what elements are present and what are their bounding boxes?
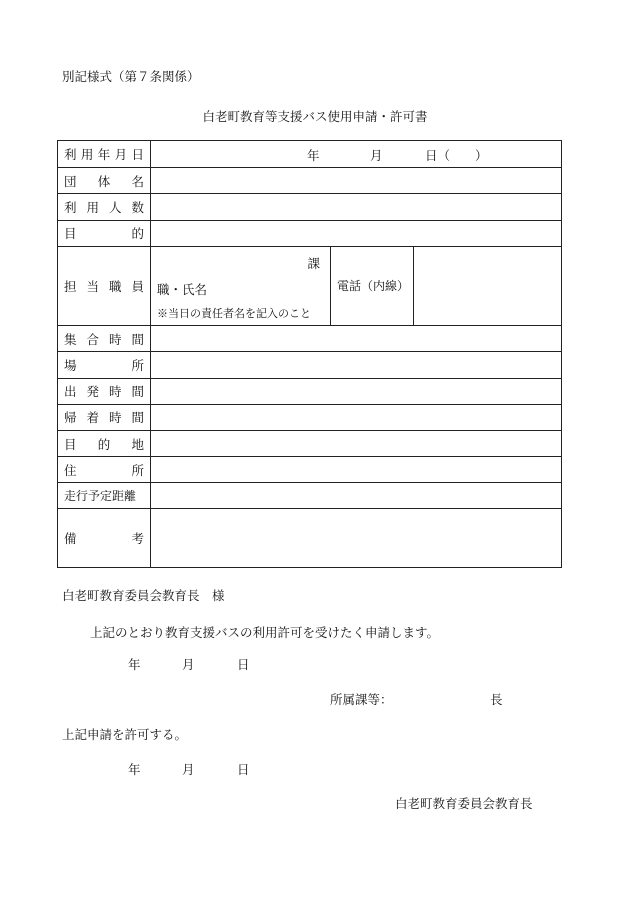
label-staff: 担 当 職 員 <box>58 246 151 326</box>
label-return-time: 帰 着 時 間 <box>58 404 151 430</box>
dept-suffix: 長 <box>490 692 503 707</box>
form-title: 白老町教育等支援バス使用申請・許可書 <box>202 109 428 124</box>
label-purpose: 目 的 <box>58 220 151 246</box>
staff-note: ※当日の責任者名を記入のこと <box>157 307 311 321</box>
row-purpose <box>58 220 562 246</box>
row-meet-time <box>58 326 562 352</box>
staff-dept-suffix: 課 <box>307 256 320 272</box>
value-place[interactable] <box>151 352 562 378</box>
value-staff[interactable] <box>151 246 331 326</box>
value-return-time[interactable] <box>151 404 562 430</box>
row-group-name <box>58 168 562 194</box>
value-destination[interactable] <box>151 430 562 456</box>
label-distance: 走行予定距離 <box>58 483 151 509</box>
form-number: 別記様式（第７条関係） <box>62 69 200 84</box>
label-address: 住 所 <box>58 457 151 483</box>
row-destination <box>58 430 562 456</box>
value-meet-time[interactable] <box>151 326 562 352</box>
label-staff-phone: 電話（内線） <box>331 246 414 326</box>
label-meet-time: 集 合 時 間 <box>58 326 151 352</box>
row-user-count <box>58 194 562 220</box>
value-group-name[interactable] <box>151 168 562 194</box>
row-remarks <box>58 509 562 568</box>
value-remarks[interactable] <box>151 509 562 568</box>
label-depart-time: 出 発 時 間 <box>58 378 151 404</box>
value-distance[interactable] <box>151 483 562 509</box>
label-remarks: 備 考 <box>58 509 151 568</box>
label-destination: 目 的 地 <box>58 430 151 456</box>
row-place <box>58 352 562 378</box>
application-table <box>57 140 562 568</box>
value-purpose[interactable] <box>151 220 562 246</box>
row-depart-time <box>58 378 562 404</box>
value-user-count[interactable] <box>151 194 562 220</box>
row-return-time <box>58 404 562 430</box>
label-group-name: 団 体 名 <box>58 168 151 194</box>
label-place: 場 所 <box>58 352 151 378</box>
row-distance <box>58 483 562 509</box>
addressee: 白老町教育委員会教育長 様 <box>62 588 225 603</box>
staff-name-label: 職・氏名 <box>157 282 208 298</box>
label-user-count: 利 用 人 数 <box>58 194 151 220</box>
value-use-date[interactable]: 年 月 日（ ） <box>151 141 562 168</box>
label-use-date: 利 用 年 月 日 <box>58 141 151 168</box>
value-address[interactable] <box>151 457 562 483</box>
approver: 白老町教育委員会教育長 <box>395 796 533 811</box>
value-depart-time[interactable] <box>151 378 562 404</box>
request-text: 上記のとおり教育支援バスの利用許可を受けたく申請します。 <box>90 625 440 640</box>
dept-label: 所属課等： <box>330 692 393 707</box>
row-address <box>58 457 562 483</box>
row-staff <box>58 246 562 326</box>
approval-text: 上記申請を許可する。 <box>62 727 188 742</box>
value-staff-phone[interactable] <box>414 246 562 326</box>
row-use-date <box>58 141 562 168</box>
